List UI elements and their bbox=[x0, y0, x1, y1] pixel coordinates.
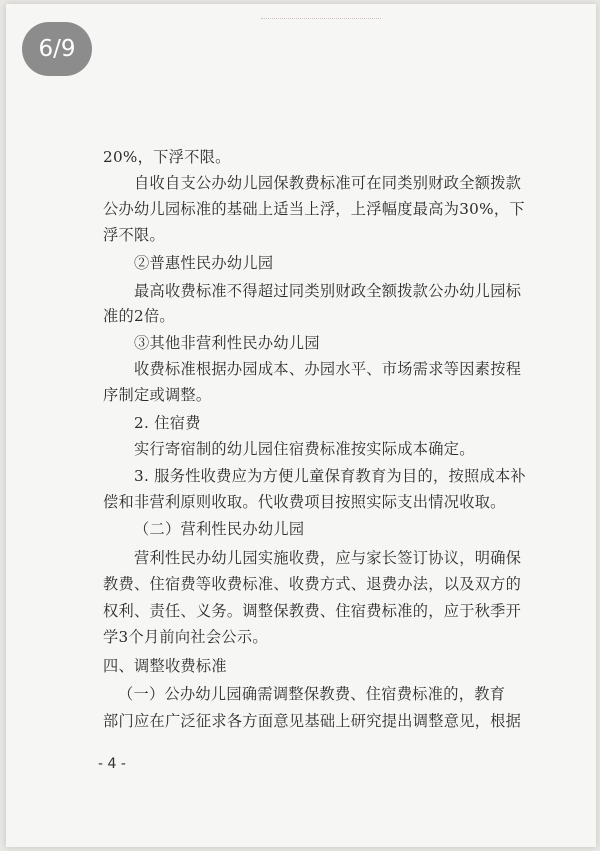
text-line: 公办幼儿园标准的基础上适当上浮，上浮幅度最高为30%，下 bbox=[103, 200, 525, 218]
text-line: 教费、住宿费等收费标准、收费方式、退费办法，以及双方的 bbox=[103, 575, 522, 593]
section-heading: （二）营利性民办幼儿园 bbox=[134, 520, 305, 538]
text-line: 3. 服务性收费应为方便儿童保育教育为目的，按照成本补 bbox=[134, 467, 526, 485]
text-line: 营利性民办幼儿园实施收费，应与家长签订协议，明确保 bbox=[134, 549, 522, 567]
page-top-mark bbox=[261, 18, 381, 23]
text-line: 20%，下浮不限。 bbox=[103, 148, 231, 166]
page-number: - 4 - bbox=[98, 756, 126, 772]
text-line: 准的2倍。 bbox=[103, 307, 175, 325]
text-line: 部门应在广泛征求各方面意见基础上研究提出调整意见，根据 bbox=[103, 712, 522, 730]
section-heading: ②普惠性民办幼儿园 bbox=[134, 254, 274, 272]
text-line: 序制定或调整。 bbox=[103, 386, 212, 404]
section-heading: 2. 住宿费 bbox=[134, 414, 201, 432]
section-heading: ③其他非营利性民办幼儿园 bbox=[134, 334, 320, 352]
text-line: 收费标准根据办园成本、办园水平、市场需求等因素按程 bbox=[134, 360, 522, 378]
text-line: 学3个月前向社会公示。 bbox=[103, 628, 268, 646]
text-line: 偿和非营利原则收取。代收费项目按照实际支出情况收取。 bbox=[103, 493, 506, 511]
text-line: 自收自支公办幼儿园保教费标准可在同类别财政全额拨款 bbox=[134, 174, 522, 192]
section-heading: 四、调整收费标准 bbox=[103, 657, 227, 675]
page-counter: 6/9 bbox=[22, 22, 92, 76]
text-line: 最高收费标准不得超过同类别财政全额拨款公办幼儿园标 bbox=[134, 282, 522, 300]
text-line: 权利、责任、义务。调整保教费、住宿费标准的，应于秋季开 bbox=[103, 602, 522, 620]
text-line: 浮不限。 bbox=[103, 226, 165, 244]
text-line: （一）公办幼儿园确需调整保教费、住宿费标准的，教育 bbox=[118, 685, 506, 703]
text-line: 实行寄宿制的幼儿园住宿费标准按实际成本确定。 bbox=[134, 440, 475, 458]
